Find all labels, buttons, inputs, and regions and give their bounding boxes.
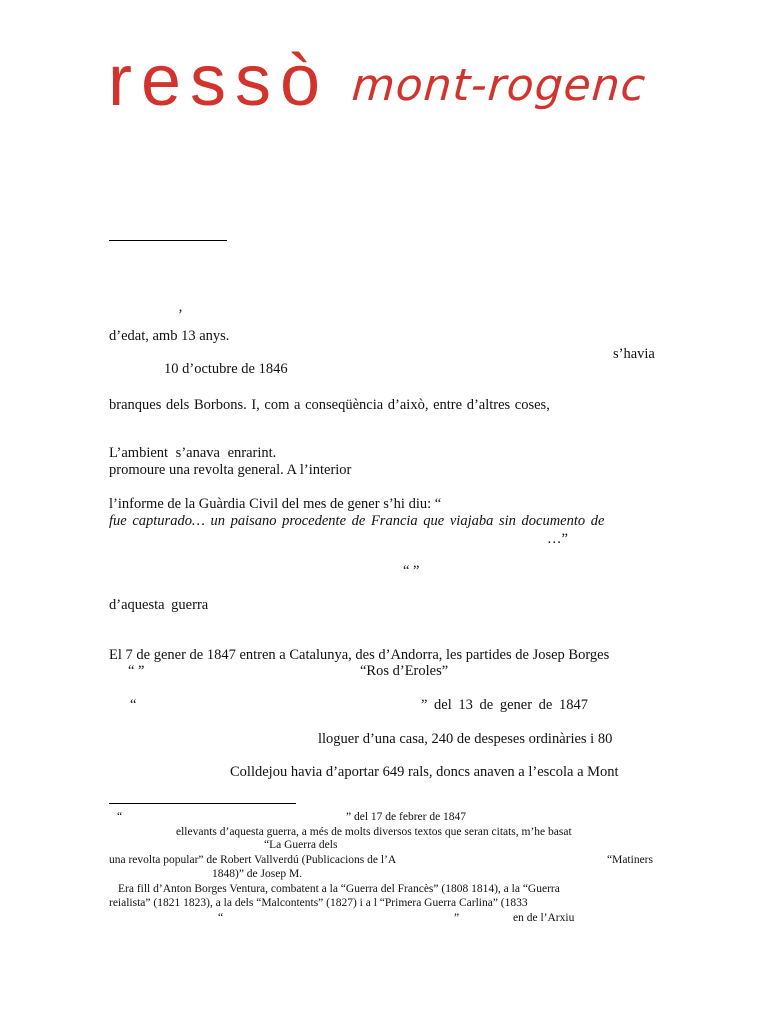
footnote-fragment: “	[117, 811, 123, 823]
body-fragment: ” del 13 de gener de 1847	[421, 697, 588, 713]
footnote-fragment: ”	[454, 912, 460, 924]
body-fragment: …”	[547, 531, 568, 547]
body-line: d’edat, amb 13 anys.	[109, 328, 230, 344]
footnote-fragment: “	[218, 912, 224, 924]
body-fragment: “Ros d’Eroles”	[360, 663, 449, 679]
title-underline	[109, 240, 227, 241]
body-line: promoure una revolta general. A l’interior	[109, 462, 352, 478]
footnote-fragment: “La Guerra dels	[264, 839, 338, 851]
logo-sub-text: mont-rogenc	[350, 60, 648, 111]
body-fragment: ’	[178, 307, 183, 323]
footnote-fragment: “Matiners	[607, 854, 653, 866]
body-fragment: “ ”	[128, 663, 145, 679]
body-fragment: s’havia	[613, 346, 655, 362]
body-line: d’aquesta guerra	[109, 597, 209, 613]
footnote-line: una revolta popular” de Robert Vallverdú (Publicacions de l’A	[109, 854, 397, 866]
body-fragment: Colldejou havia d’aportar 649 rals, doncs anaven a l’escola a Mont	[230, 764, 619, 780]
body-fragment: 10 d’octubre de 1846	[164, 361, 288, 377]
body-line: branques dels Borbons. I, com a conseqüència d’això, entre d’altres coses,	[109, 397, 550, 413]
body-fragment: “ ”	[403, 563, 420, 579]
body-line: El 7 de gener de 1847 entren a Catalunya, des d’Andorra, les partides de Josep Borges	[109, 647, 610, 663]
body-line: L’ambient s’anava enrarint.	[109, 445, 277, 461]
body-fragment: lloguer d’una casa, 240 de despeses ordinàries i 80	[318, 731, 613, 747]
footnote-line: ellevants d’aquesta guerra, a més de molts diversos textos que seran citats, m’he basat	[176, 826, 572, 838]
footnote-line: Era fill d’Anton Borges Ventura, combatent a la “Guerra del Francès” (1808 1814), a la “Guerra	[118, 883, 560, 895]
footnote-fragment: ” del 17 de febrer de 1847	[346, 811, 467, 823]
footnote-fragment: 1848)” de Josep M.	[212, 868, 303, 880]
logo-main-text: ressò	[108, 41, 330, 121]
body-fragment: “	[130, 697, 137, 713]
body-quote-line: fue capturado… un paisano procedente de Francia que viajaba sin documento de	[109, 513, 605, 529]
body-line: l’informe de la Guàrdia Civil del mes de gener s’hi diu: “	[109, 496, 442, 512]
footnote-line: reialista” (1821 1823), a la dels “Malcontents” (1827) i a l “Primera Guerra Carlina” (1833	[109, 897, 528, 909]
footnote-separator	[109, 803, 296, 804]
footnote-fragment: en de l’Arxiu	[513, 912, 575, 924]
